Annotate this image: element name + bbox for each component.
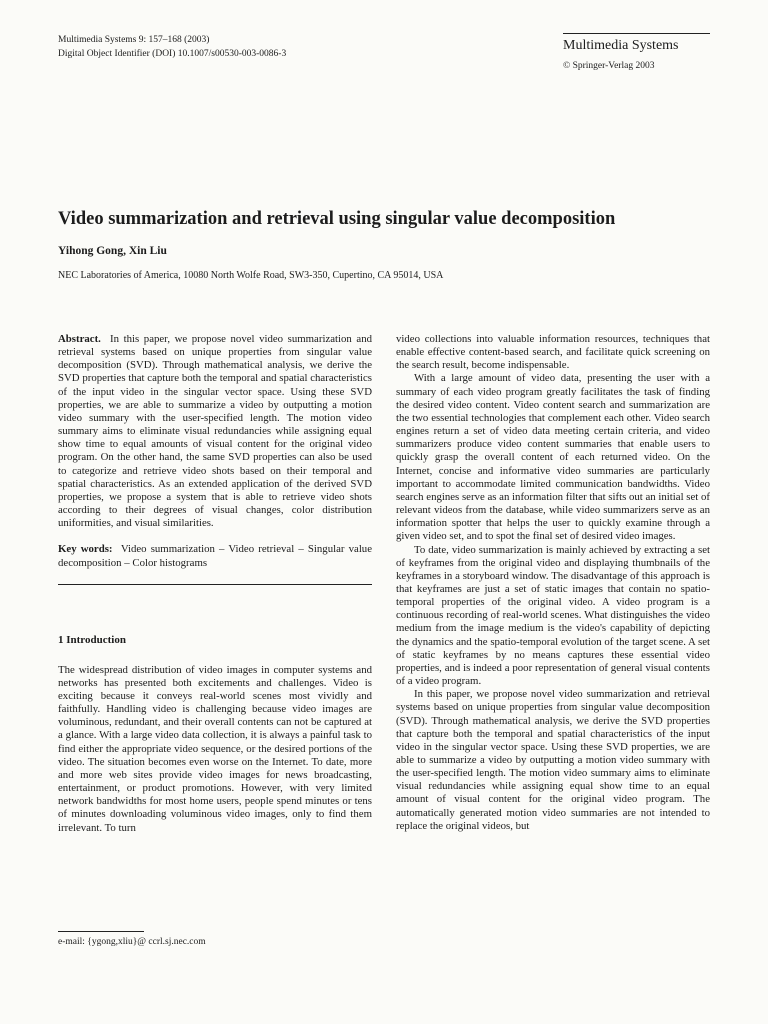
citation: Multimedia Systems 9: 157–168 (2003) (58, 35, 210, 45)
authors: Yihong Gong, Xin Liu (58, 245, 167, 257)
abstract-divider (58, 584, 372, 585)
right-column (396, 333, 710, 833)
keywords-text: Video summarization – Video retrieval – Singular value decomposition – Color histograms (58, 543, 373, 569)
intro-paragraph-4: In this paper, we propose novel video summarization and retrieval systems based on unique properties from singular value decomposition (SVD). Through mathematical analysis, we derive the SVD properties that capture both the temporal and spatial characteristics of the input video in the singular vector space. Using these SVD properties, we are able to summarize a video by outputting a motion video summary with the user-specified length. The motion video summary aims to eliminate visual redundancies while assigning equal show time to an equal amount of visual content for the original video program. The automatically generated motion video summaries are not intended to replace the original videos, but (396, 688, 710, 832)
left-column (58, 333, 372, 835)
abstract-text: In this paper, we propose novel video summarization and retrieval systems based on unique properties from singular value decomposition (SVD). Through mathematical analysis, we derive the SVD properties that capture both the temporal and spatial characteristics of the input video in the singular vector space. Using these SVD properties, we are able to summarize a video by outputting a motion video summary with the user-specified length. The motion video summary aims to eliminate visual redundancies while assigning equal show time to equal amounts of visual content for the original video program. On the other hand, the same SVD properties can also be used to categorize and retrieve video shots based on their temporal and spatial characteristics. As an extended application of the derived SVD properties, we propose a system that is able to retrieve video shots according to their degrees of visual changes, color distribution uniformities, and visual similarities. (58, 333, 372, 530)
intro-paragraph-3: To date, video summarization is mainly achieved by extracting a set of keyframes from the original video and displaying thumbnails of the keyframes in a storyboard window. The disadvantage of this approach is that keyframes are just a set of static images that contain no spatio-temporal properties of the original video. A video program is a continuous recording of real-world scenes. What distinguishes the video medium from the image medium is the video's capability of depicting the dynamics and the spatio-temporal evolution of the target scene. A set of static keyframes by no means captures these essential video properties, and is indeed a poor representation of general visual contents of a video program. (396, 543, 710, 688)
keywords-label: Key words: (58, 543, 113, 556)
affiliation: NEC Laboratories of America, 10080 North Wolfe Road, SW3-350, Cupertino, CA 95014, USA (58, 270, 444, 281)
doi: Digital Object Identifier (DOI) 10.1007/s00530-003-0086-3 (58, 49, 287, 59)
keywords (58, 543, 372, 569)
abstract (58, 333, 372, 530)
intro-paragraph-1: The widespread distribution of video images in computer systems and networks has presented both excitements and challenges. Video is exciting because it conveys real-world scenes most vividly and faithfully. Handling video is challenging because video images are voluminous, redundant, and their overall contents can not be captured at a glance. With a large video data collection, it is always a painful task to find either the appropriate video sequence, or the desired portions of the video. The situation becomes even worse on the Internet. To date, more and more web sites provide video images for news broadcasting, entertainment, or product promotions. However, with very limited network bandwidths for most home users, people spend minutes or tens of minutes downloading voluminous video images, only to find them irrelevant. To turn (58, 663, 372, 834)
abstract-label: Abstract. (58, 333, 101, 345)
paper-title: Video summarization and retrieval using singular value decomposition (58, 209, 616, 229)
footnote-email: e-mail: {ygong,xliu}@ ccrl.sj.nec.com (58, 937, 206, 947)
citation-block (58, 33, 286, 61)
footnote-divider (58, 931, 144, 932)
journal-block (563, 33, 710, 73)
section-heading: 1 Introduction (58, 633, 126, 646)
journal-name: Multimedia Systems (563, 38, 679, 53)
intro-paragraph-1-continued: video collections into valuable information resources, techniques that enable effective content-based search, and facilitate quick screening on the search result, become indispensable. (396, 333, 710, 372)
intro-paragraph-2: With a large amount of video data, presenting the user with a summary of each video program greatly facilitates the task of finding the desired video content. Video content search and summarization are the two essential technologies that complement each other. Video search engines return a set of video data meeting certain criteria, and video summarizers produce video content summaries that enable users to quickly grasp the overall content of each returned video. On the Internet, concise and informative video summaries are particularly important to accommodate limited communication bandwidths. Video search engines serve as an information filter that sifts out an initial set of relevant videos from the database, while video summarizers serve as an information spotter that helps the user to quickly examine through a given video set, and to spot the final set of desired video images. (396, 372, 710, 543)
copyright: © Springer-Verlag 2003 (563, 61, 655, 71)
